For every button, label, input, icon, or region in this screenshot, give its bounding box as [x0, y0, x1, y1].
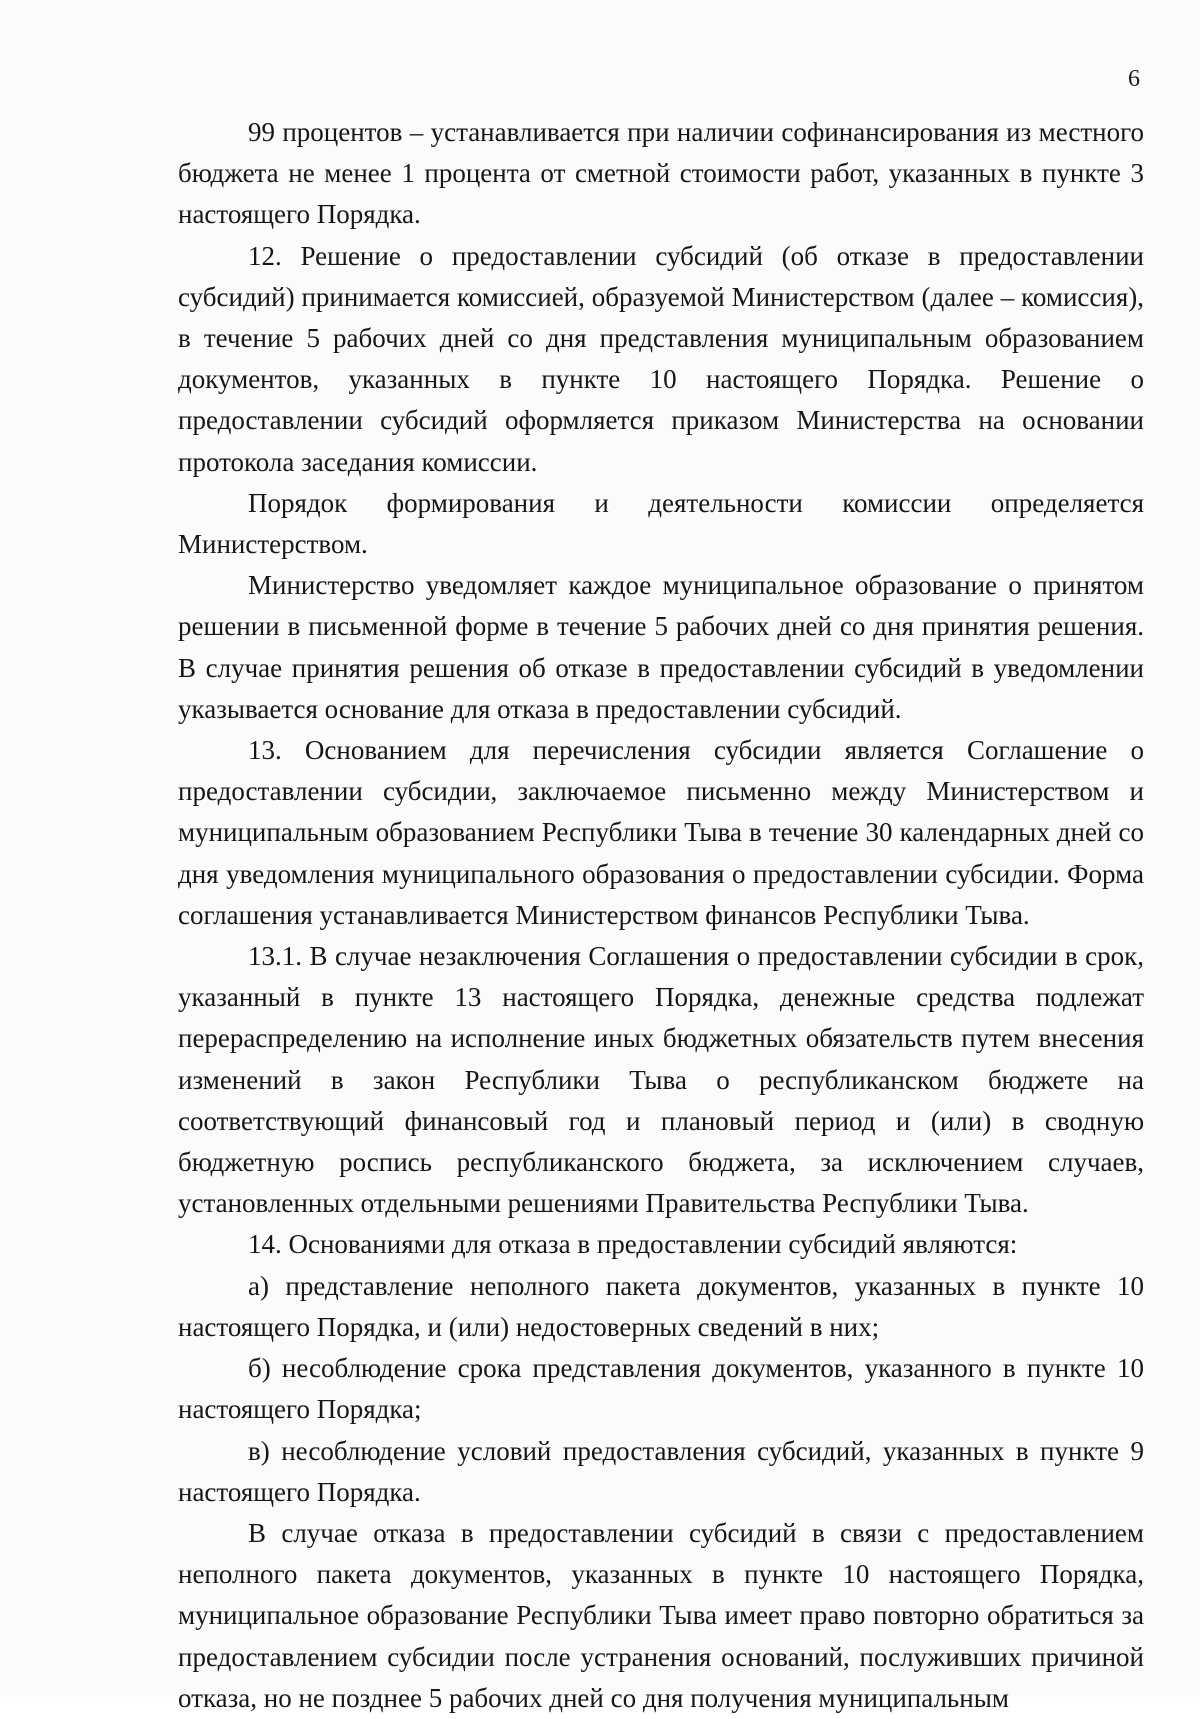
- document-body: [178, 112, 1144, 1719]
- paragraph-14-v: в) несоблюдение условий предоставления субсидий, указанных в пункте 9 настоящего Порядка.: [178, 1435, 1144, 1507]
- paragraph-99-percent: 99 процентов – устанавливается при наличии софинансирования из местного бюджета не менее 1 процента от сметной стоимости работ, указанных в пункте 3 настоящего Порядка.: [178, 117, 1144, 230]
- paragraph-commission-order: Порядок формирования и деятельности комиссии определяется Министерством.: [178, 487, 1144, 560]
- paragraph-13-agreement: 13. Основанием для перечисления субсидии является Соглашение о предоставлении субсидии, заключаемое письменно между Министерством и муниципальным образованием Республики Тыва в течение 30 календарных дней со дня уведомления муниципального образования о предоставлении субсидии. Форма соглашения устанавливается Министерством финансов Республики Тыва.: [178, 735, 1144, 930]
- paragraph-ministry-notifies: Министерство уведомляет каждое муниципальное образование о принятом решении в письменной форме в течение 5 рабочих дней со дня принятия решения. В случае принятия решения об отказе в предоставлении субсидий в уведомлении указывается основание для отказа в предоставлении субсидий.: [178, 570, 1144, 724]
- paragraph-12-decision: 12. Решение о предоставлении субсидий (об отказе в предоставлении субсидий) принимается комиссией, образуемой Министерством (далее – комиссия), в течение 5 рабочих дней со дня представления муниципальным образованием документов, указанных в пункте 10 настоящего Порядка. Решение о предоставлении субсидий оформляется приказом Министерства на основании протокола заседания комиссии.: [178, 240, 1144, 477]
- paragraph-13-1-non-conclusion: 13.1. В случае незаключения Соглашения о предоставлении субсидии в срок, указанный в пункте 13 настоящего Порядка, денежные средства подлежат перераспределению на исполнение иных бюджетных обязательств путем внесения изменений в закон Республики Тыва о республиканском бюджете на соответствующий финансовый год и плановый период и (или) в сводную бюджетную роспись республиканского бюджета, за исключением случаев, установленных отдельными решениями Правительства Республики Тыва.: [178, 941, 1144, 1219]
- paragraph-refusal-reapply: В случае отказа в предоставлении субсидий в связи с предоставлением неполного пакета документов, указанных в пункте 10 настоящего Порядка, муниципальное образование Республики Тыва имеет право повторно обратиться за предоставлением субсидии после устранения оснований, послуживших причиной отказа, но не позднее 5 рабочих дней со дня получения муниципальным: [178, 1517, 1144, 1713]
- page-number: 6: [1128, 66, 1140, 92]
- paragraph-14-refusal-grounds: 14. Основаниями для отказа в предоставлении субсидий являются:: [248, 1229, 1018, 1260]
- paragraph-14-b: б) несоблюдение срока представления документов, указанного в пункте 10 настоящего Порядка;: [178, 1353, 1144, 1425]
- paragraph-14-a: а) представление неполного пакета документов, указанных в пункте 10 настоящего Порядка, и (или) недостоверных сведений в них;: [178, 1270, 1144, 1342]
